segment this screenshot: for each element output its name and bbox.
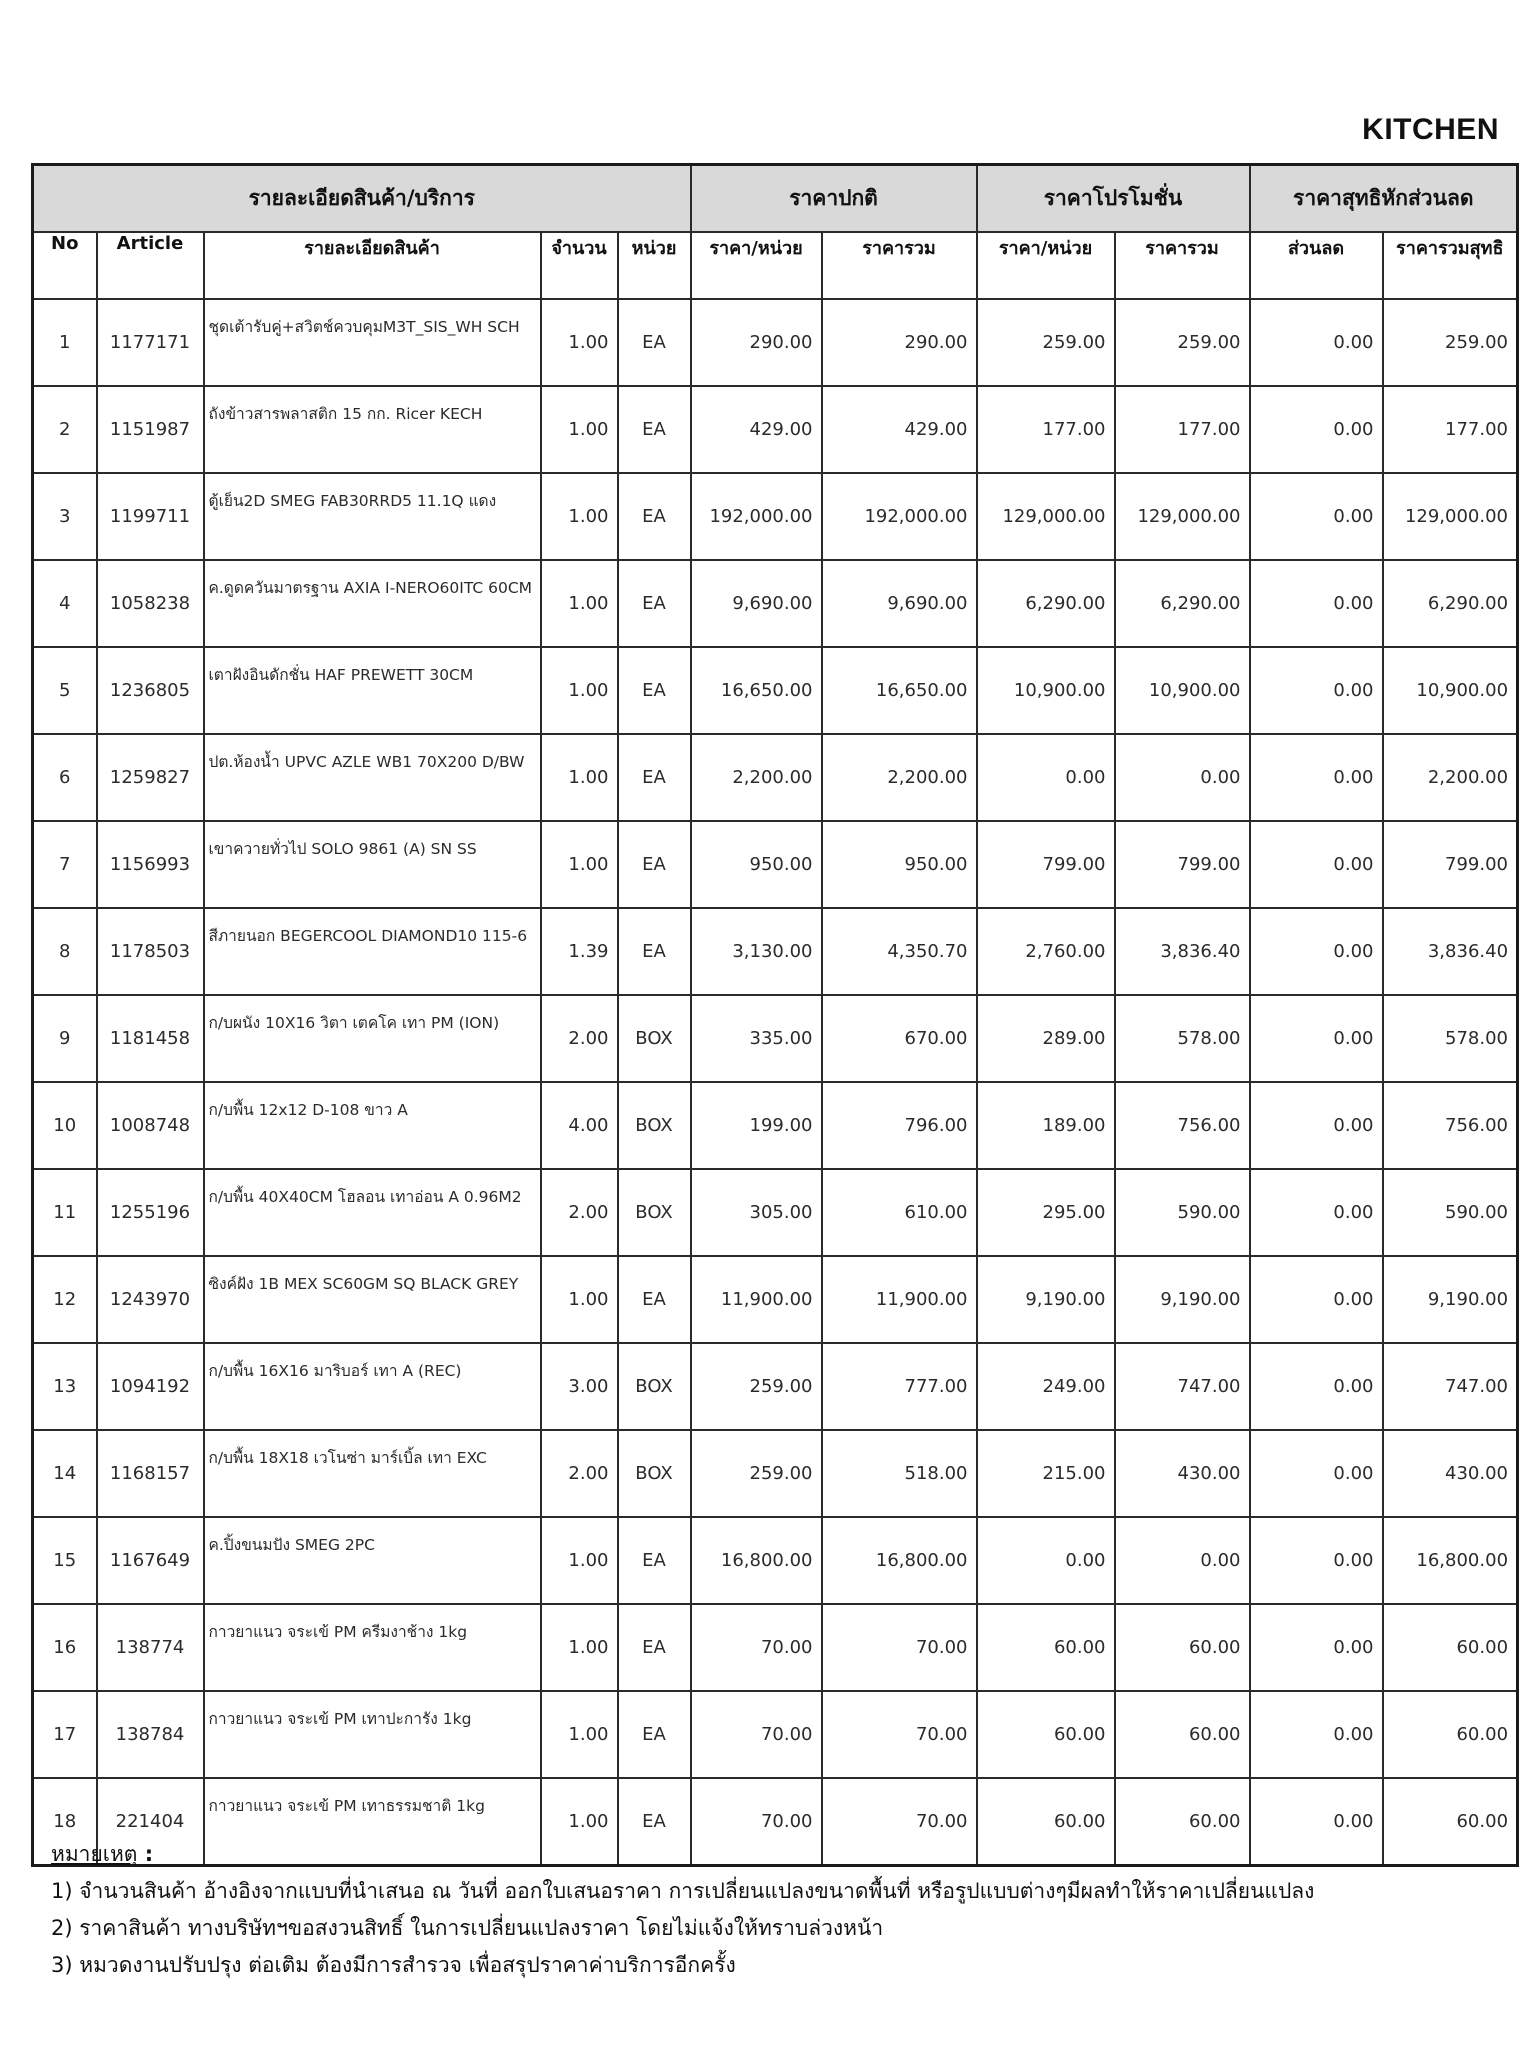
table-row <box>33 1430 1518 1517</box>
cell-unit-price: 429.00 <box>691 386 822 473</box>
table-row <box>33 1691 1518 1778</box>
cell-net-total: 3,836.40 <box>1383 908 1518 995</box>
cell-no: 8 <box>33 908 97 995</box>
cell-discount: 0.00 <box>1250 1430 1383 1517</box>
cell-unit: EA <box>618 647 691 734</box>
cell-discount: 0.00 <box>1250 908 1383 995</box>
cell-promo-unit-price: 215.00 <box>977 1430 1115 1517</box>
cell-net-total: 6,290.00 <box>1383 560 1518 647</box>
cell-promo-unit-price: 249.00 <box>977 1343 1115 1430</box>
cell-description: ก/บพื้น 12x12 D-108 ขาว A <box>204 1082 541 1169</box>
cell-promo-total: 177.00 <box>1115 386 1250 473</box>
cell-total: 70.00 <box>822 1604 977 1691</box>
note-item: 2) ราคาสินค้า ทางบริษัทฯขอสงวนสิทธิ์ ในการเปลี่ยนแปลงราคา โดยไม่แจ้งให้ทราบล่วงหน้า <box>51 1916 884 1940</box>
table-row <box>33 821 1518 908</box>
cell-promo-total: 9,190.00 <box>1115 1256 1250 1343</box>
cell-promo-total: 10,900.00 <box>1115 647 1250 734</box>
cell-quantity: 1.00 <box>541 1517 618 1604</box>
cell-no: 2 <box>33 386 97 473</box>
cell-unit-price: 199.00 <box>691 1082 822 1169</box>
table-body <box>33 299 1518 1866</box>
cell-quantity: 1.00 <box>541 1778 618 1866</box>
cell-net-total: 578.00 <box>1383 995 1518 1082</box>
cell-net-total: 747.00 <box>1383 1343 1518 1430</box>
notes-heading-line <box>51 1836 1491 1873</box>
cell-quantity: 1.00 <box>541 821 618 908</box>
cell-article: 1168157 <box>97 1430 204 1517</box>
cell-promo-total: 60.00 <box>1115 1604 1250 1691</box>
cell-unit: EA <box>618 908 691 995</box>
cell-description: ค.ปิ้งขนมปัง SMEG 2PC <box>204 1517 541 1604</box>
cell-article: 1236805 <box>97 647 204 734</box>
cell-net-total: 756.00 <box>1383 1082 1518 1169</box>
cell-no: 7 <box>33 821 97 908</box>
cell-total: 429.00 <box>822 386 977 473</box>
cell-description: ก/บพื้น 18X18 เวโนซ่า มาร์เบิ้ล เทา EXC <box>204 1430 541 1517</box>
group-header-row <box>33 165 1518 233</box>
cell-quantity: 3.00 <box>541 1343 618 1430</box>
cell-no: 5 <box>33 647 97 734</box>
cell-article: 1156993 <box>97 821 204 908</box>
cell-net-total: 60.00 <box>1383 1691 1518 1778</box>
cell-unit-price: 305.00 <box>691 1169 822 1256</box>
table-row <box>33 734 1518 821</box>
cell-total: 9,690.00 <box>822 560 977 647</box>
cell-discount: 0.00 <box>1250 734 1383 821</box>
column-header-row <box>33 232 1518 299</box>
cell-discount: 0.00 <box>1250 560 1383 647</box>
column-header-no: No <box>33 232 97 299</box>
cell-no: 14 <box>33 1430 97 1517</box>
cell-unit-price: 70.00 <box>691 1691 822 1778</box>
cell-net-total: 60.00 <box>1383 1604 1518 1691</box>
cell-unit-price: 16,800.00 <box>691 1517 822 1604</box>
table-row <box>33 299 1518 386</box>
table-row <box>33 560 1518 647</box>
cell-no: 12 <box>33 1256 97 1343</box>
cell-unit: EA <box>618 1256 691 1343</box>
cell-total: 11,900.00 <box>822 1256 977 1343</box>
cell-promo-unit-price: 189.00 <box>977 1082 1115 1169</box>
cell-promo-unit-price: 289.00 <box>977 995 1115 1082</box>
cell-no: 9 <box>33 995 97 1082</box>
cell-description: เตาฝังอินดักชั่น HAF PREWETT 30CM <box>204 647 541 734</box>
cell-quantity: 2.00 <box>541 995 618 1082</box>
cell-total: 70.00 <box>822 1778 977 1866</box>
cell-unit: EA <box>618 1691 691 1778</box>
cell-unit-price: 70.00 <box>691 1604 822 1691</box>
cell-quantity: 1.00 <box>541 473 618 560</box>
cell-description: ก/บผนัง 10X16 วิตา เตคโค เทา PM (ION) <box>204 995 541 1082</box>
cell-net-total: 590.00 <box>1383 1169 1518 1256</box>
cell-description: ซิงค์ฝัง 1B MEX SC60GM SQ BLACK GREY <box>204 1256 541 1343</box>
cell-article: 1181458 <box>97 995 204 1082</box>
cell-promo-total: 430.00 <box>1115 1430 1250 1517</box>
cell-discount: 0.00 <box>1250 1604 1383 1691</box>
column-header-unit-price: ราคา/หน่วย <box>691 232 822 299</box>
cell-unit-price: 2,200.00 <box>691 734 822 821</box>
cell-unit: BOX <box>618 1169 691 1256</box>
cell-total: 70.00 <box>822 1691 977 1778</box>
group-header-net-price: ราคาสุทธิหักส่วนลด <box>1250 165 1518 233</box>
cell-no: 1 <box>33 299 97 386</box>
cell-quantity: 4.00 <box>541 1082 618 1169</box>
cell-promo-unit-price: 295.00 <box>977 1169 1115 1256</box>
cell-unit-price: 11,900.00 <box>691 1256 822 1343</box>
cell-promo-total: 129,000.00 <box>1115 473 1250 560</box>
cell-discount: 0.00 <box>1250 995 1383 1082</box>
cell-net-total: 60.00 <box>1383 1778 1518 1866</box>
cell-no: 11 <box>33 1169 97 1256</box>
cell-unit: EA <box>618 734 691 821</box>
cell-unit: EA <box>618 473 691 560</box>
column-header-promo-unit-price: ราคา/หน่วย <box>977 232 1115 299</box>
cell-discount: 0.00 <box>1250 473 1383 560</box>
cell-quantity: 1.39 <box>541 908 618 995</box>
cell-description: ค.ดูดควันมาตรฐาน AXIA I-NERO60ITC 60CM <box>204 560 541 647</box>
column-header-description: รายละเอียดสินค้า <box>204 232 541 299</box>
cell-quantity: 1.00 <box>541 299 618 386</box>
column-header-total: ราคารวม <box>822 232 977 299</box>
cell-description: เขาควายทั่วไป SOLO 9861 (A) SN SS <box>204 821 541 908</box>
table-row <box>33 995 1518 1082</box>
cell-discount: 0.00 <box>1250 821 1383 908</box>
cell-discount: 0.00 <box>1250 1082 1383 1169</box>
cell-article: 1151987 <box>97 386 204 473</box>
cell-no: 13 <box>33 1343 97 1430</box>
cell-total: 670.00 <box>822 995 977 1082</box>
cell-promo-unit-price: 6,290.00 <box>977 560 1115 647</box>
cell-unit-price: 950.00 <box>691 821 822 908</box>
cell-no: 4 <box>33 560 97 647</box>
cell-unit: BOX <box>618 995 691 1082</box>
cell-promo-unit-price: 60.00 <box>977 1691 1115 1778</box>
cell-promo-unit-price: 799.00 <box>977 821 1115 908</box>
cell-discount: 0.00 <box>1250 647 1383 734</box>
cell-promo-unit-price: 60.00 <box>977 1778 1115 1866</box>
cell-article: 1259827 <box>97 734 204 821</box>
table-row <box>33 908 1518 995</box>
quotation-table <box>31 163 1519 1867</box>
cell-total: 777.00 <box>822 1343 977 1430</box>
cell-discount: 0.00 <box>1250 1256 1383 1343</box>
cell-promo-unit-price: 9,190.00 <box>977 1256 1115 1343</box>
cell-net-total: 9,190.00 <box>1383 1256 1518 1343</box>
cell-unit-price: 70.00 <box>691 1778 822 1866</box>
cell-promo-unit-price: 10,900.00 <box>977 647 1115 734</box>
cell-promo-total: 60.00 <box>1115 1778 1250 1866</box>
cell-unit: EA <box>618 1517 691 1604</box>
group-header-promotion-price: ราคาโปรโมชั่น <box>977 165 1250 233</box>
cell-description: ปต.ห้องน้ำ UPVC AZLE WB1 70X200 D/BW <box>204 734 541 821</box>
cell-description: ชุดเต้ารับคู่+สวิตช์ควบคุมM3T_SIS_WH SCH <box>204 299 541 386</box>
cell-discount: 0.00 <box>1250 1691 1383 1778</box>
cell-total: 4,350.70 <box>822 908 977 995</box>
cell-promo-total: 747.00 <box>1115 1343 1250 1430</box>
column-header-quantity: จำนวน <box>541 232 618 299</box>
table-row <box>33 1604 1518 1691</box>
cell-promo-total: 756.00 <box>1115 1082 1250 1169</box>
cell-promo-total: 3,836.40 <box>1115 908 1250 995</box>
cell-total: 950.00 <box>822 821 977 908</box>
cell-promo-total: 590.00 <box>1115 1169 1250 1256</box>
cell-article: 1167649 <box>97 1517 204 1604</box>
cell-unit-price: 259.00 <box>691 1430 822 1517</box>
cell-article: 1177171 <box>97 299 204 386</box>
cell-article: 1178503 <box>97 908 204 995</box>
cell-promo-unit-price: 2,760.00 <box>977 908 1115 995</box>
notes-heading: หมายเหตุ <box>51 1842 138 1866</box>
cell-article: 1008748 <box>97 1082 204 1169</box>
cell-promo-unit-price: 0.00 <box>977 1517 1115 1604</box>
cell-total: 192,000.00 <box>822 473 977 560</box>
cell-description: สีภายนอก BEGERCOOL DIAMOND10 115-6 <box>204 908 541 995</box>
cell-unit: EA <box>618 1604 691 1691</box>
cell-no: 10 <box>33 1082 97 1169</box>
cell-quantity: 1.00 <box>541 560 618 647</box>
cell-discount: 0.00 <box>1250 386 1383 473</box>
cell-promo-total: 799.00 <box>1115 821 1250 908</box>
cell-promo-total: 0.00 <box>1115 734 1250 821</box>
cell-promo-unit-price: 0.00 <box>977 734 1115 821</box>
cell-article: 138774 <box>97 1604 204 1691</box>
table-row <box>33 386 1518 473</box>
cell-quantity: 1.00 <box>541 386 618 473</box>
table-row <box>33 647 1518 734</box>
cell-description: ถังข้าวสารพลาสติก 15 กก. Ricer KECH <box>204 386 541 473</box>
group-header-regular-price: ราคาปกติ <box>691 165 977 233</box>
cell-promo-total: 578.00 <box>1115 995 1250 1082</box>
cell-article: 1094192 <box>97 1343 204 1430</box>
cell-description: ก/บพื้น 40X40CM โฮลอน เทาอ่อน A 0.96M2 <box>204 1169 541 1256</box>
cell-description: กาวยาแนว จระเข้ PM เทาปะการัง 1kg <box>204 1691 541 1778</box>
cell-unit: EA <box>618 299 691 386</box>
cell-total: 290.00 <box>822 299 977 386</box>
cell-quantity: 2.00 <box>541 1169 618 1256</box>
cell-description: ตู้เย็น2D SMEG FAB30RRD5 11.1Q แดง <box>204 473 541 560</box>
cell-discount: 0.00 <box>1250 1517 1383 1604</box>
group-header-product-service: รายละเอียดสินค้า/บริการ <box>33 165 691 233</box>
table-row <box>33 1256 1518 1343</box>
cell-article: 138784 <box>97 1691 204 1778</box>
cell-unit-price: 9,690.00 <box>691 560 822 647</box>
cell-unit-price: 290.00 <box>691 299 822 386</box>
cell-promo-total: 60.00 <box>1115 1691 1250 1778</box>
cell-promo-total: 0.00 <box>1115 1517 1250 1604</box>
cell-no: 6 <box>33 734 97 821</box>
table-row <box>33 1082 1518 1169</box>
cell-promo-total: 6,290.00 <box>1115 560 1250 647</box>
cell-quantity: 1.00 <box>541 647 618 734</box>
cell-description: กาวยาแนว จระเข้ PM เทาธรรมชาติ 1kg <box>204 1778 541 1866</box>
cell-no: 17 <box>33 1691 97 1778</box>
column-header-unit: หน่วย <box>618 232 691 299</box>
cell-quantity: 1.00 <box>541 1691 618 1778</box>
cell-net-total: 16,800.00 <box>1383 1517 1518 1604</box>
note-item: 1) จำนวนสินค้า อ้างอิงจากแบบที่นำเสนอ ณ วันที่ ออกใบเสนอราคา การเปลี่ยนแปลงขนาดพื้นที่ หรือรูปแบบต่างๆมีผลทำให้ราคาเปลี่ยนแปลง <box>51 1879 1315 1903</box>
cell-quantity: 1.00 <box>541 1256 618 1343</box>
cell-discount: 0.00 <box>1250 299 1383 386</box>
cell-quantity: 1.00 <box>541 1604 618 1691</box>
cell-discount: 0.00 <box>1250 1778 1383 1866</box>
cell-description: ก/บพื้น 16X16 มาริบอร์ เทา A (REC) <box>204 1343 541 1430</box>
document-title: KITCHEN <box>1362 113 1499 146</box>
column-header-article: Article <box>97 232 204 299</box>
cell-net-total: 430.00 <box>1383 1430 1518 1517</box>
cell-unit: EA <box>618 1778 691 1866</box>
cell-total: 16,800.00 <box>822 1517 977 1604</box>
table-row <box>33 1343 1518 1430</box>
cell-no: 16 <box>33 1604 97 1691</box>
cell-total: 796.00 <box>822 1082 977 1169</box>
cell-unit-price: 3,130.00 <box>691 908 822 995</box>
note-item: 3) หมวดงานปรับปรุง ต่อเติม ต้องมีการสำรวจ เพื่อสรุปราคาค่าบริการอีกครั้ง <box>51 1953 736 1977</box>
cell-unit: BOX <box>618 1343 691 1430</box>
cell-unit: EA <box>618 386 691 473</box>
cell-promo-total: 259.00 <box>1115 299 1250 386</box>
cell-quantity: 1.00 <box>541 734 618 821</box>
cell-net-total: 177.00 <box>1383 386 1518 473</box>
cell-article: 1058238 <box>97 560 204 647</box>
table-row <box>33 473 1518 560</box>
cell-promo-unit-price: 60.00 <box>977 1604 1115 1691</box>
cell-article: 1255196 <box>97 1169 204 1256</box>
column-header-net-total: ราคารวมสุทธิ <box>1383 232 1518 299</box>
table-row <box>33 1517 1518 1604</box>
column-header-promo-total: ราคารวม <box>1115 232 1250 299</box>
cell-description: กาวยาแนว จระเข้ PM ครีมงาช้าง 1kg <box>204 1604 541 1691</box>
cell-unit: EA <box>618 560 691 647</box>
cell-unit-price: 192,000.00 <box>691 473 822 560</box>
cell-article: 1199711 <box>97 473 204 560</box>
table-row <box>33 1169 1518 1256</box>
column-header-discount: ส่วนลด <box>1250 232 1383 299</box>
cell-unit: BOX <box>618 1082 691 1169</box>
cell-article: 1243970 <box>97 1256 204 1343</box>
cell-net-total: 10,900.00 <box>1383 647 1518 734</box>
cell-unit-price: 16,650.00 <box>691 647 822 734</box>
cell-total: 518.00 <box>822 1430 977 1517</box>
cell-promo-unit-price: 129,000.00 <box>977 473 1115 560</box>
cell-unit: EA <box>618 821 691 908</box>
cell-no: 15 <box>33 1517 97 1604</box>
cell-unit: BOX <box>618 1430 691 1517</box>
cell-total: 610.00 <box>822 1169 977 1256</box>
cell-no: 3 <box>33 473 97 560</box>
cell-quantity: 2.00 <box>541 1430 618 1517</box>
cell-promo-unit-price: 259.00 <box>977 299 1115 386</box>
cell-total: 16,650.00 <box>822 647 977 734</box>
cell-net-total: 129,000.00 <box>1383 473 1518 560</box>
cell-total: 2,200.00 <box>822 734 977 821</box>
cell-discount: 0.00 <box>1250 1343 1383 1430</box>
cell-promo-unit-price: 177.00 <box>977 386 1115 473</box>
cell-no: 18 <box>33 1778 97 1866</box>
cell-discount: 0.00 <box>1250 1169 1383 1256</box>
cell-net-total: 259.00 <box>1383 299 1518 386</box>
notes-section <box>51 1836 1491 1984</box>
notes-heading-colon: : <box>137 1842 154 1866</box>
cell-unit-price: 335.00 <box>691 995 822 1082</box>
cell-net-total: 2,200.00 <box>1383 734 1518 821</box>
cell-unit-price: 259.00 <box>691 1343 822 1430</box>
cell-net-total: 799.00 <box>1383 821 1518 908</box>
cell-article: 221404 <box>97 1778 204 1866</box>
